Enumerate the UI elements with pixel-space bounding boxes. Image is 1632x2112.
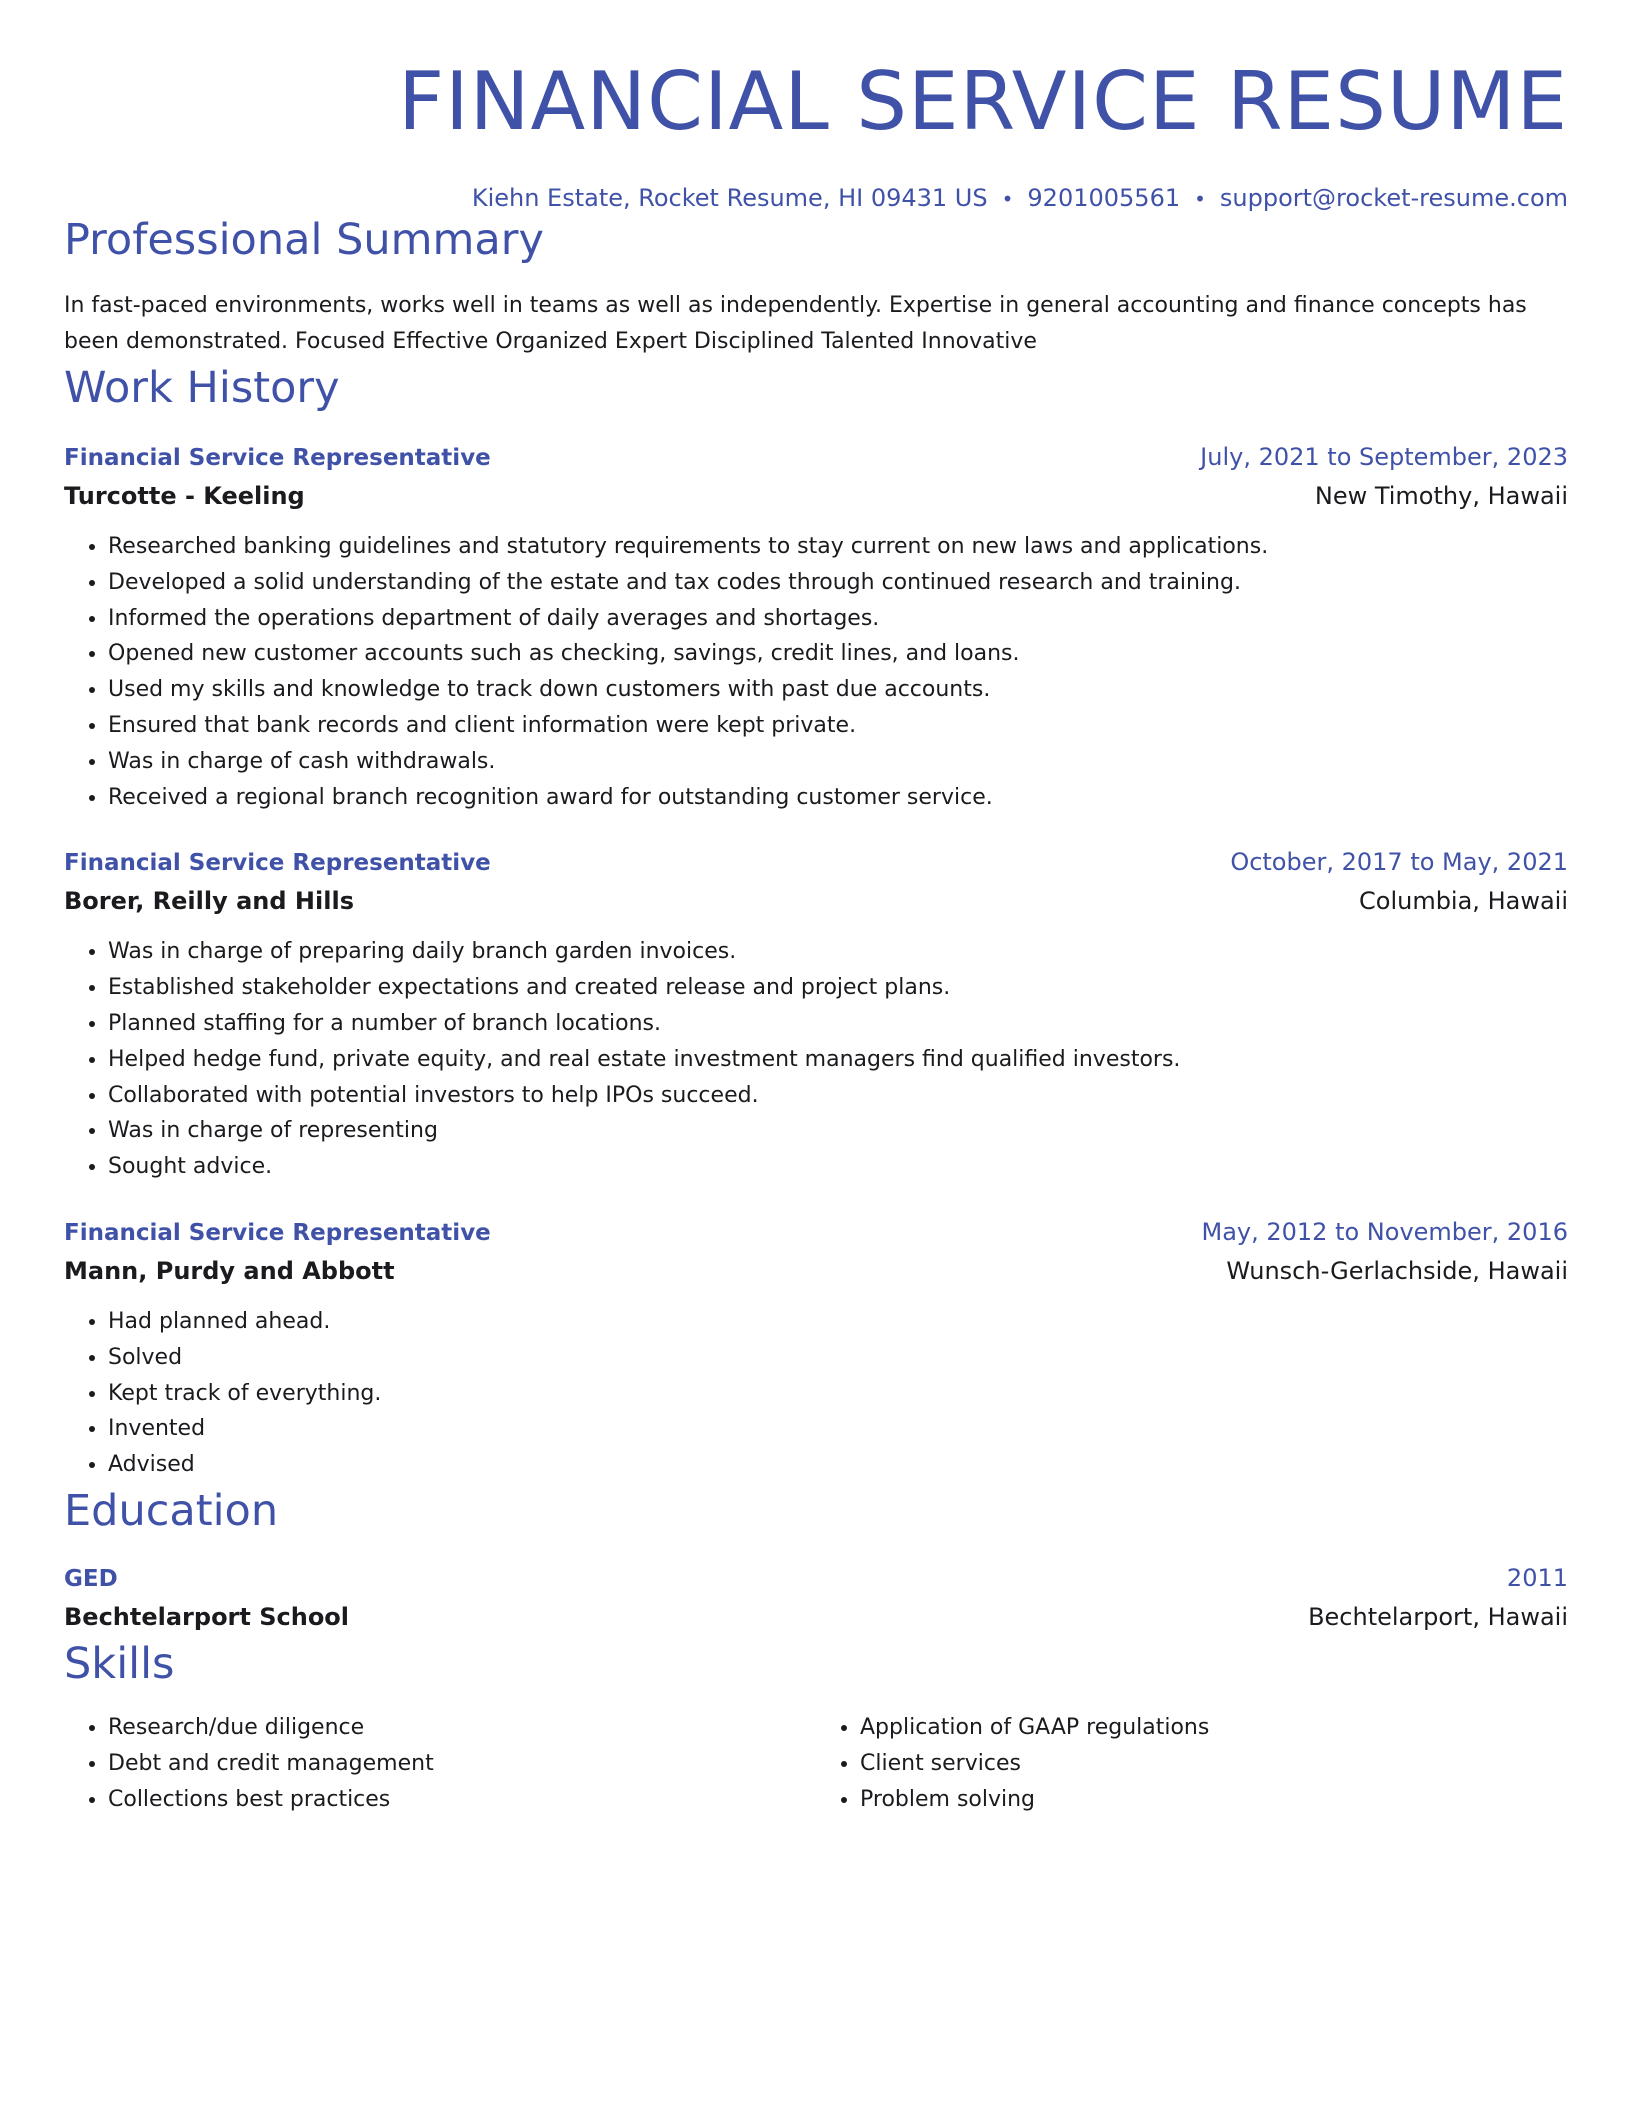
job-role: Financial Service Representative: [64, 1219, 491, 1246]
list-item: • Researched banking guidelines and statutory requirements to stay current on new laws and applications.: [108, 529, 1568, 565]
skill-item: • Application of GAAP regulations: [860, 1710, 1568, 1746]
skill-item: • Collections best practices: [108, 1782, 816, 1818]
list-item: • Sought advice.: [108, 1149, 1568, 1185]
job-header-row: [64, 843, 1568, 882]
job-company: Mann, Purdy and Abbott: [64, 1256, 395, 1285]
list-item: • Collaborated with potential investors to help IPOs succeed.: [108, 1078, 1568, 1114]
list-item: • Kept track of everything.: [108, 1376, 1568, 1412]
job-location: New Timothy, Hawaii: [1314, 482, 1568, 510]
contact-line: [64, 184, 1568, 212]
job-location: Wunsch-Gerlachside, Hawaii: [1226, 1256, 1568, 1285]
skill-item: • Problem solving: [860, 1782, 1568, 1818]
job-dates: October, 2017 to May, 2021: [1230, 848, 1568, 877]
job-location: Columbia, Hawaii: [1359, 887, 1568, 916]
phone: 9201005561: [1027, 184, 1181, 212]
skill-item: • Research/due diligence: [108, 1710, 816, 1746]
list-item: • Ensured that bank records and client information were kept private.: [108, 708, 1568, 744]
separator-dot: •: [1001, 187, 1014, 211]
address: Kiehn Estate, Rocket Resume, HI 09431 US: [471, 184, 988, 212]
job-dates: May, 2012 to November, 2016: [1201, 1217, 1568, 1246]
school-name: Bechtelarport School: [64, 1602, 350, 1631]
job-company-row: [64, 882, 1568, 920]
list-item: • Was in charge of preparing daily branch garden invoices.: [108, 934, 1568, 970]
list-item: • Informed the operations department of daily averages and shortages.: [108, 601, 1568, 637]
job-dates: July, 2021 to September, 2023: [1200, 443, 1568, 471]
list-item: • Developed a solid understanding of the estate and tax codes through continued research and training.: [108, 565, 1568, 601]
job-header-row: [64, 1213, 1568, 1252]
list-item: • Planned staffing for a number of branch locations.: [108, 1006, 1568, 1042]
list-item: • Established stakeholder expectations and created release and project plans.: [108, 970, 1568, 1006]
list-item: • Helped hedge fund, private equity, and real estate investment managers find qualified investors.: [108, 1042, 1568, 1078]
separator-dot: •: [1194, 187, 1206, 211]
job-header-row: [64, 438, 1568, 477]
job-company-row: [64, 477, 1568, 515]
list-item: • Invented: [108, 1411, 1568, 1447]
skill-item: • Debt and credit management: [108, 1746, 816, 1782]
job-bullets: [64, 1304, 1568, 1483]
resume-name: FINANCIAL SERVICE RESUME: [398, 55, 1568, 148]
list-item: • Advised: [108, 1447, 1568, 1483]
job-entry: [64, 438, 1568, 815]
list-item: • Used my skills and knowledge to track down customers with past due accounts.: [108, 672, 1568, 708]
education-year: 2011: [1506, 1563, 1568, 1592]
list-item: • Had planned ahead.: [108, 1304, 1568, 1340]
job-entry: [64, 843, 1568, 1185]
skills-column-right: [816, 1710, 1568, 1817]
skills-heading: Skills: [64, 1638, 175, 1689]
skill-item: • Client services: [860, 1746, 1568, 1782]
list-item: • Solved: [108, 1340, 1568, 1376]
resume-header: [64, 0, 1568, 212]
list-item: • Received a regional branch recognition award for outstanding customer service.: [108, 780, 1568, 816]
summary-heading: Professional Summary: [64, 215, 544, 265]
job-bullets: [64, 934, 1568, 1185]
job-company: Turcotte - Keeling: [64, 482, 305, 510]
job-company: Borer, Reilly and Hills: [64, 887, 354, 916]
job-bullets: [64, 529, 1568, 815]
education-heading: Education: [64, 1485, 279, 1536]
work-history-heading: Work History: [64, 363, 340, 413]
education-header-row: [64, 1559, 1568, 1598]
list-item: • Was in charge of representing: [108, 1113, 1568, 1149]
email: support@rocket-resume.com: [1219, 184, 1568, 212]
list-item: • Opened new customer accounts such as checking, savings, credit lines, and loans.: [108, 636, 1568, 672]
job-role: Financial Service Representative: [64, 850, 491, 877]
education-school-row: [64, 1598, 1568, 1636]
degree: GED: [64, 1565, 118, 1592]
skills-column-left: [64, 1710, 816, 1817]
list-item: • Was in charge of cash withdrawals.: [108, 744, 1568, 780]
job-company-row: [64, 1252, 1568, 1290]
job-role: Financial Service Representative: [64, 445, 491, 471]
school-location: Bechtelarport, Hawaii: [1308, 1602, 1568, 1631]
skills-grid: [64, 1710, 1568, 1817]
job-entry: [64, 1213, 1568, 1483]
education-entry: [64, 1559, 1568, 1636]
summary-text: In fast-paced environments, works well in teams as well as independently. Expertise in general accounting and finance concepts has been demonstrated. Focused Effective Organized Expert Disciplined Talented Innovative: [64, 293, 1527, 354]
